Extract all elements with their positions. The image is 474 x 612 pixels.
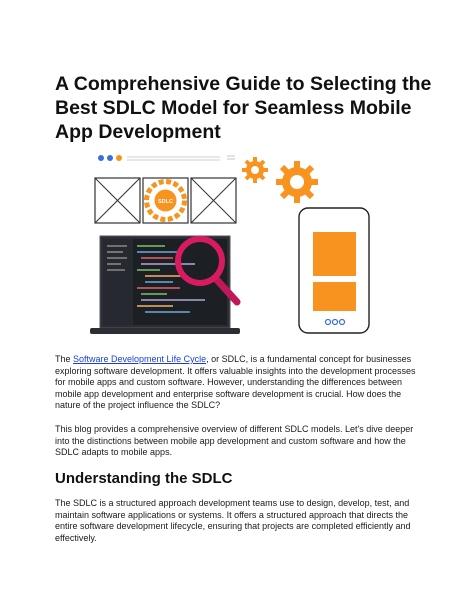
image-placeholder-icon: [95, 178, 140, 223]
dot-icon: [98, 155, 104, 161]
sdlc-badge-icon: [143, 178, 188, 223]
sdlc-link[interactable]: Software Development Life Cycle: [73, 354, 207, 364]
phone-mockup: [299, 208, 369, 333]
article-title: A Comprehensive Guide to Selecting the Best SDLC Model for Seamless Mobile App Development: [55, 73, 432, 143]
image-placeholder-icon: [191, 178, 236, 223]
gear-icon: [242, 157, 268, 183]
sdlc-definition-paragraph: The SDLC is a structured approach development teams use to design, develop, test, and maintain software applications or systems. It offers a structured approach that directs the entire software development lifecycle, ensuring that projects are completed efficiently and effectively.: [55, 498, 411, 543]
dot-icon: [116, 155, 122, 161]
hero-illustration: [55, 148, 425, 348]
section-heading: Understanding the SDLC: [55, 470, 233, 487]
overview-paragraph: This blog provides a comprehensive overview of different SDLC models. Let's dive deeper into the distinctions between mobile app development and custom software and how the SDLC adapts to mobile apps.: [55, 424, 414, 458]
intro-paragraph: [55, 354, 417, 412]
dot-icon: [107, 155, 113, 161]
gear-icon: [276, 161, 318, 203]
intro-after-link: , or SDLC, is a fundamental concept for businesses exploring software development. It offers valuable insights into the development processes for mobile apps and custom software. However, understanding the differences between mobile app development and enterprise software development is crucial. How does the nature of the project influence the SDLC?: [55, 354, 416, 411]
intro-before-link: The: [55, 354, 74, 364]
sdlc-badge-text: SDLC: [158, 199, 173, 205]
